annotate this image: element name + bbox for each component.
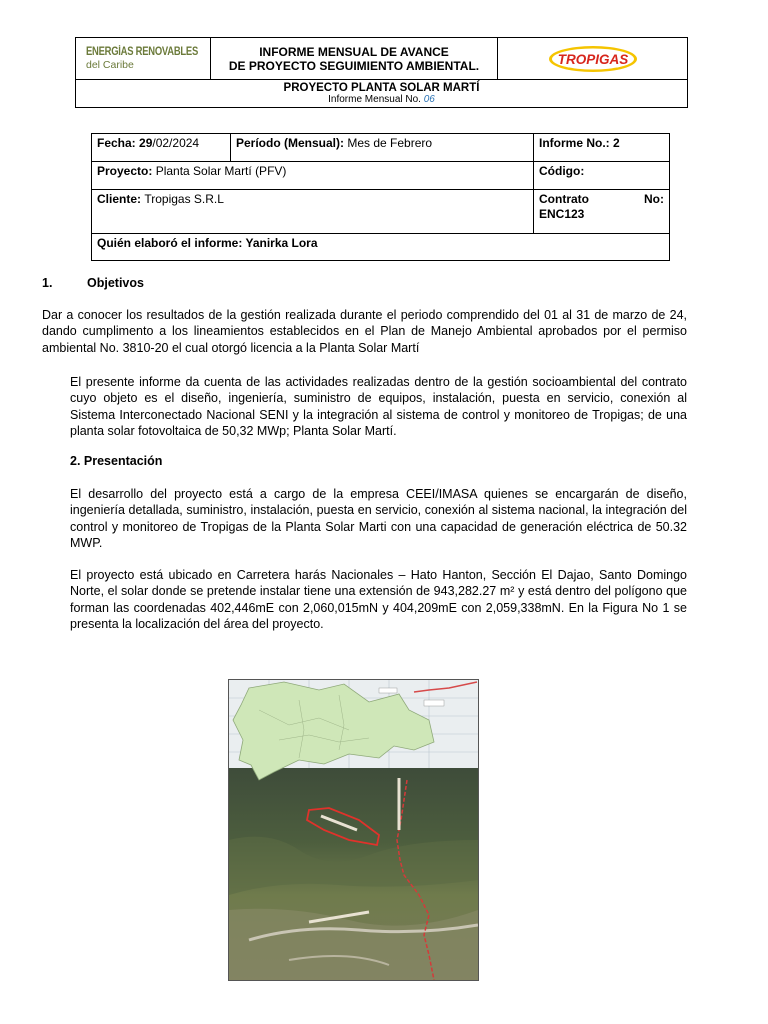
section-2-title: 2. Presentación [70, 454, 163, 468]
codigo-cell: Código: [534, 162, 670, 190]
report-info-table [91, 133, 670, 261]
tropigas-logo [547, 44, 639, 74]
report-title-line2: DE PROYECTO SEGUIMIENTO AMBIENTAL. [228, 58, 480, 73]
tropigas-logo-text: TROPIGAS [557, 51, 628, 67]
location-map-image [229, 680, 478, 980]
report-title [211, 38, 498, 80]
logo-left-cell [76, 38, 211, 80]
logo-left-line2: del Caribe [86, 58, 134, 71]
section-2-paragraph-1: El desarrollo del proyecto está a cargo de la empresa CEEI/IMASA quienes se encargarán de diseño, ingeniería detallada, suministro, instalación, puesta en servicio, conexión al sistema nacional, la integración del control y monitoreo de Tropigas de la Planta Solar Marti con una capacidad de generación eléctrica de 50.32 MWP. [70, 487, 687, 550]
informe-number-line: Informe Mensual No. 06 [328, 93, 435, 105]
informe-number: 06 [423, 93, 435, 105]
fecha-cell: Fecha: 29/02/2024 [92, 134, 231, 162]
contrato-cell: Contrato No: ENC123 [534, 190, 670, 234]
section-1-title: Objetivos [87, 276, 144, 290]
logo-right-cell [498, 38, 688, 80]
energias-renovables-logo [76, 38, 210, 79]
section-2-paragraph-2: El proyecto está ubicado en Carretera harás Nacionales – Hato Hanton, Sección El Dajao, Santo Domingo Norte, el solar donde se pretende instalar tiene una extensión de 943,282.27 m² y está dentro del polígono que forman las coordenadas 402,446mE con 2,060,015mN y 404,209mE con 2,059,338mN. En la Figura No 1 se presenta la localización del área del proyecto. [70, 568, 687, 631]
informe-no-cell: Informe No.: 2 [534, 134, 670, 162]
proyecto-cell: Proyecto: Planta Solar Martí (PFV) [92, 162, 534, 190]
project-location-map [228, 679, 479, 981]
section-1-paragraph-1: Dar a conocer los resultados de la gestión realizada durante el periodo comprendido del 01 al 31 de marzo de 24, dando cumplimento a los lineamientos establecidos en el Plan de Manejo Ambiental aprobados por el permiso ambiental No. 3810-20 el cual otorgó licencia a la Planta Solar Martí [42, 308, 687, 355]
section-1-number: 1. [42, 276, 53, 290]
contrato-value: ENC123 [539, 207, 585, 221]
periodo-cell: Período (Mensual): Mes de Febrero [231, 134, 534, 162]
logo-left-line1: ENERGÍAS RENOVABLES [86, 46, 199, 58]
project-name: PROYECTO PLANTA SOLAR MARTÍ [283, 81, 480, 94]
cliente-cell: Cliente: Tropigas S.R.L [92, 190, 534, 234]
report-title-line1: INFORME MENSUAL DE AVANCE [259, 44, 449, 59]
elaboro-cell: Quién elaboró el informe: Yanirka Lora [92, 234, 670, 261]
project-subheader [76, 80, 688, 108]
section-1-paragraph-2: El presente informe da cuenta de las actividades realizadas dentro de la gestión socioambiental del contrato cuyo objeto es el diseño, ingeniería, suministro de equipos, instalación, puesta en servicio, conexión al Sistema Interconectado Nacional SENI y la integración al sistema de control y monitoreo de Tropigas; de una planta solar fotovoltaica de 50,32 MWp; Planta Solar Martí. [70, 375, 687, 438]
document-header [75, 37, 688, 108]
